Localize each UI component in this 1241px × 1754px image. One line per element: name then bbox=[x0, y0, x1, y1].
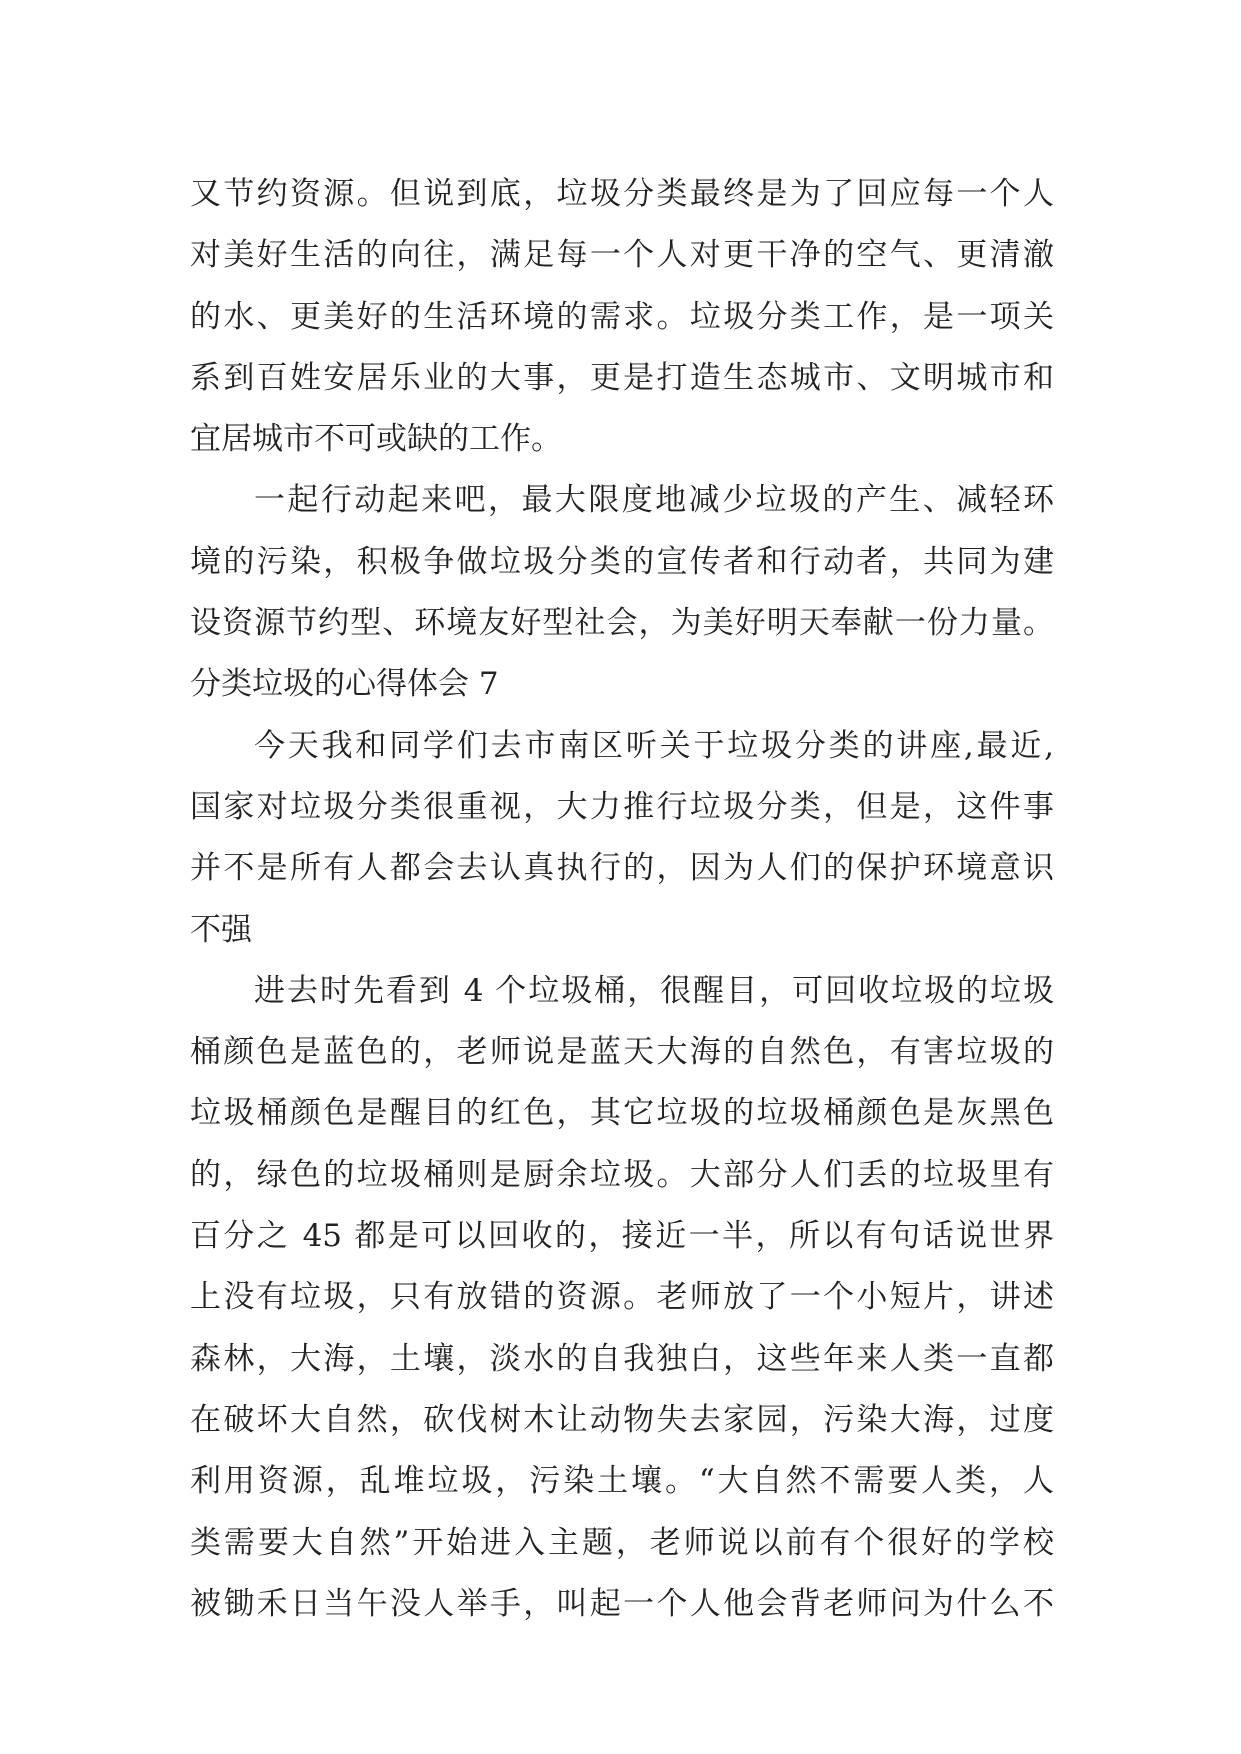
paragraph-4 bbox=[190, 961, 1054, 1635]
text-line: 的，绿色的垃圾桶则是厨余垃圾。大部分人们丢的垃圾里有 bbox=[190, 1156, 1054, 1193]
text-line: 系到百姓安居乐业的大事，更是打造生态城市、文明城市和 bbox=[190, 359, 1054, 396]
text-line: 国家对垃圾分类很重视，大力推行垃圾分类，但是，这件事 bbox=[190, 788, 1054, 825]
text-line: 森林，大海，土壤，淡水的自我独白，这些年来人类一直都 bbox=[190, 1340, 1054, 1377]
document-page bbox=[190, 164, 1054, 1635]
text-line: 今天我和同学们去市南区听关于垃圾分类的讲座,最近, bbox=[254, 727, 1054, 764]
text-line: 又节约资源。但说到底，垃圾分类最终是为了回应每一个人 bbox=[190, 176, 1054, 212]
paragraph-3 bbox=[190, 716, 1054, 961]
text-line: 进去时先看到 4 个垃圾桶，很醒目，可回收垃圾的垃圾 bbox=[254, 972, 1054, 1009]
text-line: 不强 bbox=[190, 911, 252, 948]
text-line: 利用资源，乱堆垃圾，污染土壤。“大自然不需要人类，人 bbox=[190, 1463, 1054, 1500]
text-line: 在破坏大自然，砍伐树木让动物失去家园，污染大海，过度 bbox=[190, 1401, 1054, 1438]
text-line: 并不是所有人都会去认真执行的，因为人们的保护环境意识 bbox=[190, 850, 1054, 887]
text-line: 桶颜色是蓝色的，老师说是蓝天大海的自然色，有害垃圾的 bbox=[190, 1034, 1054, 1071]
text-line: 宜居城市不可或缺的工作。 bbox=[190, 421, 562, 458]
text-line: 设资源节约型、环境友好型社会，为美好明天奉献一份力量。 bbox=[190, 605, 1054, 642]
text-line: 被锄禾日当午没人举手，叫起一个人他会背老师问为什么不 bbox=[190, 1585, 1054, 1622]
text-line: 类需要大自然”开始进入主题，老师说以前有个很好的学校 bbox=[190, 1524, 1054, 1561]
text-line: 境的污染，积极争做垃圾分类的宣传者和行动者，共同为建 bbox=[190, 543, 1054, 580]
heading-text: 分类垃圾的心得体会 7 bbox=[190, 666, 499, 703]
text-line: 对美好生活的向往，满足每一个人对更干净的空气、更清澈 bbox=[190, 237, 1054, 274]
text-line: 上没有垃圾，只有放错的资源。老师放了一个小短片，讲述 bbox=[190, 1279, 1054, 1316]
paragraph-1 bbox=[190, 164, 1054, 470]
text-line: 一起行动起来吧，最大限度地减少垃圾的产生、减轻环 bbox=[254, 482, 1054, 519]
section-heading bbox=[190, 654, 1054, 715]
text-line: 的水、更美好的生活环境的需求。垃圾分类工作，是一项关 bbox=[190, 298, 1054, 335]
text-line: 百分之 45 都是可以回收的，接近一半，所以有句话说世界 bbox=[190, 1218, 1054, 1255]
paragraph-2 bbox=[190, 470, 1054, 654]
text-line: 垃圾桶颜色是醒目的红色，其它垃圾的垃圾桶颜色是灰黑色 bbox=[190, 1095, 1054, 1132]
